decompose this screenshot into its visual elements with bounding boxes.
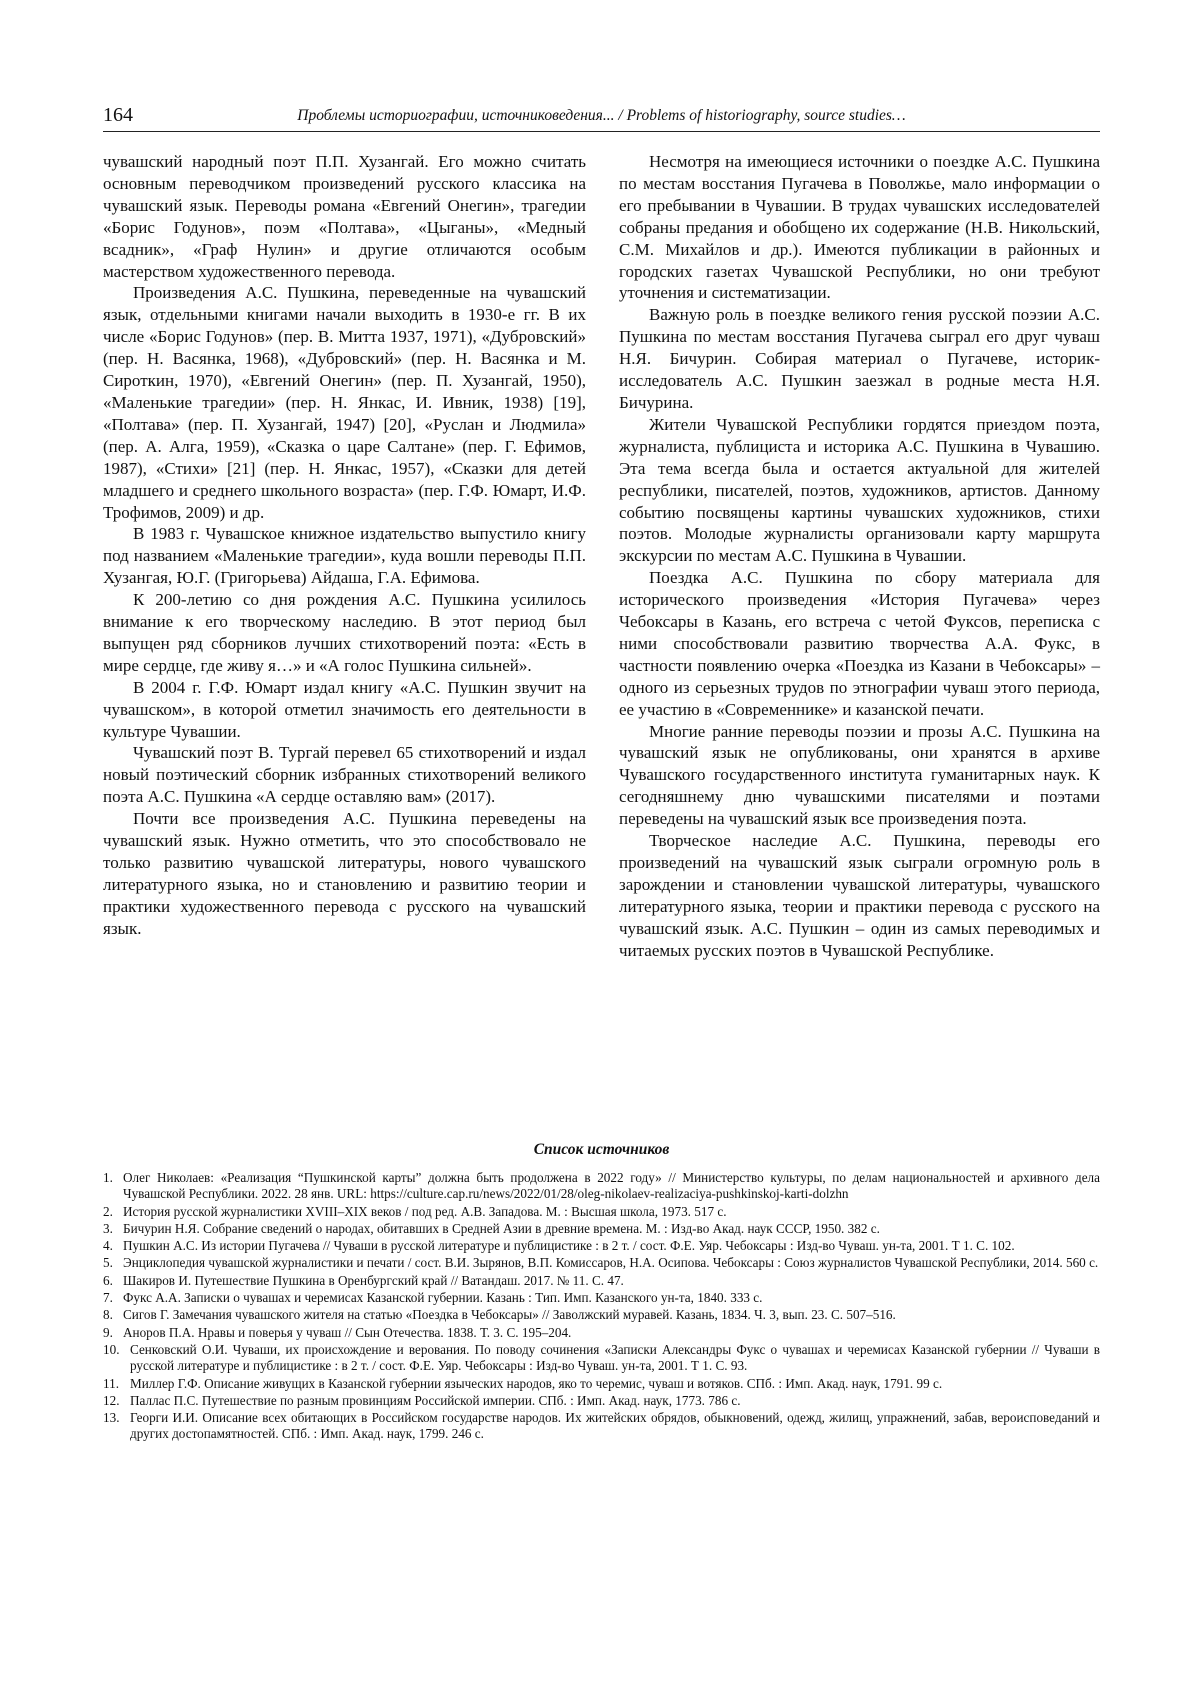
reference-item	[103, 1376, 1100, 1392]
reference-item	[103, 1204, 1100, 1220]
reference-number: 3.	[103, 1220, 113, 1236]
reference-number: 5.	[103, 1255, 113, 1271]
reference-text: История русской журналистики XVIII–XIX веков / под ред. А.В. Западова. М. : Высшая школа, 1973. 517 с.	[123, 1203, 727, 1219]
reference-number: 12.	[103, 1392, 120, 1408]
reference-number: 1.	[103, 1170, 113, 1185]
reference-number: 9.	[103, 1324, 113, 1340]
paragraph: Чувашский поэт В. Тургай перевел 65 стихотворений и издал новый поэтический сборник избранных стихотворений великого поэта А.С. Пушкина «А сердце оставляю вам» (2017).	[103, 743, 586, 807]
reference-item	[103, 1255, 1100, 1271]
paragraph: Творческое наследие А.С. Пушкина, переводы его произведений на чувашский язык сыграли огромную роль в зарождении и становлении чувашской литературы, чувашского литературного языка, теории и практики перевода с русского на чувашский язык. А.С. Пушкин – один из самых переводимых и читаемых русских поэтов в Чувашской Республике.	[619, 831, 1100, 960]
reference-text: Бичурин Н.Я. Собрание сведений о народах, обитавших в Средней Азии в древние времена. М. : Изд-во Акад. наук СССР, 1950. 382 с.	[123, 1220, 880, 1236]
reference-number: 8.	[103, 1307, 113, 1323]
reference-item	[103, 1393, 1100, 1409]
reference-number: 4.	[103, 1238, 113, 1254]
paragraph: Многие ранние переводы поэзии и прозы А.С. Пушкина на чувашский язык не опубликованы, они хранятся в архиве Чувашского государственного института гуманитарных наук. К сегодняшнему дню чувашскими писателями и поэтами переведены на чувашский язык все произведения поэта.	[619, 721, 1100, 829]
reference-item	[103, 1170, 1100, 1203]
reference-list	[103, 1170, 1100, 1444]
reference-item	[103, 1238, 1100, 1254]
right-column	[619, 151, 1100, 962]
reference-item	[103, 1410, 1100, 1443]
paragraph: Поездка А.С. Пушкина по сбору материала для исторического произведения «История Пугачева» через Чебоксары в Казань, его встреча с четой Фуксов, переписка с ними способствовали развитию творчества А.А. Фукс, в частности появлению очерка «Поездка из Казани в Чебоксары» – одного из серьезных трудов по этнографии чуваш этого периода, ее участию в «Современнике» и казанской печати.	[619, 568, 1100, 719]
reference-text: Сенковский О.И. Чуваши, их происхождение и верования. По поводу сочинения «Записки Александры Фукс о чувашах и черемисах Казанской губернии // Чуваши в русской литературе и публицистике : в 2 т. / сост. Ф.Е. Уяр. Чебоксары : Изд-во Чуваш. ун-та, 2001. Т 1. С. 93.	[130, 1341, 1100, 1374]
paragraph: В 2004 г. Г.Ф. Юмарт издал книгу «А.С. Пушкин звучит на чувашском», в которой отметил значимость его деятельности в культуре Чувашии.	[103, 677, 586, 741]
reference-text: Олег Николаев: «Реализация “Пушкинской карты” должна быть продолжена в 2022 году» // Министерство культуры, по делам национальностей и архивного дела Чувашской Республики. 2022. 28 янв. URL: https://culture.cap.ru/news/2022/01/28/oleg-nikolaev-realizaciya-pushkinskoj-karti-dolzhn	[123, 1170, 1100, 1202]
reference-item	[103, 1221, 1100, 1237]
reference-text: Энциклопедия чувашской журналистики и печати / сост. В.И. Зырянов, В.П. Комиссаров, Н.А. Осипова. Чебоксары : Союз журналистов Чувашской Республики, 2014. 560 с.	[123, 1255, 1099, 1271]
reference-item	[103, 1273, 1100, 1289]
reference-text: Миллер Г.Ф. Описание живущих в Казанской губернии языческих народов, яко то черемис, чуваш и вотяков. СПб. : Имп. Акад. наук, 1791. 99 с.	[130, 1375, 943, 1391]
reference-number: 10.	[103, 1341, 120, 1357]
reference-text: Георги И.И. Описание всех обитающих в Российском государстве народов. Их житейских обрядов, обыкновений, одежд, жилищ, упражнений, забав, вероисповеданий и других достопамятностей. СПб. : Имп. Акад. наук, 1799. 246 с.	[130, 1410, 1100, 1442]
reference-text: Фукс А.А. Записки о чувашах и черемисах Казанской губернии. Казань : Тип. Имп. Казанского ун-та, 1840. 333 с.	[123, 1290, 763, 1306]
left-column	[103, 151, 586, 940]
reference-text: Аноров П.А. Нравы и поверья у чуваш // Сын Отечества. 1838. Т. 3. С. 195–204.	[123, 1324, 572, 1340]
reference-number: 7.	[103, 1290, 113, 1306]
reference-number: 2.	[103, 1203, 113, 1219]
sources-title: Список источников	[533, 1141, 670, 1158]
reference-text: Сигов Г. Замечания чувашского жителя на статью «Поездка в Чебоксары» // Заволжский муравей. Казань, 1834. Ч. 3, вып. 23. С. 507–516.	[123, 1307, 896, 1323]
paragraph: Почти все произведения А.С. Пушкина переведены на чувашский язык. Нужно отметить, что это способствовало не только развитию чувашской литературы, нового чувашского литературного языка, но и становлению и развитию теории и практики художественного перевода с русского на чувашский язык.	[103, 809, 586, 938]
reference-number: 13.	[103, 1410, 120, 1426]
reference-item	[103, 1307, 1100, 1323]
paragraph: В 1983 г. Чувашское книжное издательство выпустило книгу под названием «Маленькие трагедии», куда вошли переводы П.П. Хузангая, Ю.Г. (Григорьева) Айдаша, Г.А. Ефимова.	[103, 524, 586, 588]
reference-number: 11.	[103, 1375, 119, 1391]
running-title: Проблемы историографии, источниковедения... / Problems of historiography, source studies…	[297, 107, 906, 124]
page-header	[103, 104, 1100, 132]
reference-text: Шакиров И. Путешествие Пушкина в Оренбургский край // Ватандаш. 2017. № 11. С. 47.	[123, 1272, 624, 1288]
reference-item	[103, 1342, 1100, 1375]
reference-text: Пушкин А.С. Из истории Пугачева // Чуваши в русской литературе и публицистике : в 2 т. / сост. Ф.Е. Уяр. Чебоксары : Изд-во Чуваш. ун-та, 2001. Т 1. С. 102.	[123, 1238, 1015, 1254]
paragraph: чувашский народный поэт П.П. Хузангай. Его можно считать основным переводчиком произведений русского классика на чувашский язык. Переводы романа «Евгений Онегин», трагедии «Борис Годунов», поэм «Полтава», «Цыганы», «Медный всадник», «Граф Нулин» и другие отличаются особым мастерством художественного перевода.	[103, 152, 586, 281]
reference-item	[103, 1290, 1100, 1306]
reference-number: 6.	[103, 1272, 113, 1288]
reference-text: Паллас П.С. Путешествие по разным провинциям Российской империи. СПб. : Имп. Акад. наук, 1773. 786 с.	[130, 1392, 741, 1408]
paragraph: Важную роль в поездке великого гения русской поэзии А.С. Пушкина по местам восстания Пугачева сыграл его друг чуваш Н.Я. Бичурин. Собирая материал о Пугачеве, историк-исследователь А.С. Пушкин заезжал в родные места Н.Я. Бичурина.	[619, 305, 1100, 412]
paragraph: Несмотря на имеющиеся источники о поездке А.С. Пушкина по местам восстания Пугачева в Поволжье, мало информации о его пребывании в Чувашии. В трудах чувашских исследователей собраны предания и обобщено их содержание (Н.В. Никольский, С.М. Михайлов и др.). Имеются публикации в районных и городских газетах Чувашской Республики, но они требуют уточнения и систематизации.	[619, 152, 1100, 303]
paragraph: Произведения А.С. Пушкина, переведенные на чувашский язык, отдельными книгами начали выходить в 1930-е гг. В их числе «Борис Годунов» (пер. В. Митта 1937, 1971), «Дубровский» (пер. Н. Васянка, 1968), «Дубровский» (пер. Н. Васянка и М. Сироткин, 1970), «Евгений Онегин» (пер. П. Хузангай, 1950), «Маленькие трагедии» (пер. Н. Янкас, И. Ивник, 1938) [19], «Полтава» (пер. П. Хузангай, 1947) [20], «Руслан и Людмила» (пер. А. Алга, 1959), «Сказка о царе Салтане» (пер. Г. Ефимов, 1987), «Стихи» [21] (пер. Н. Янкас, 1957), «Сказки для детей младшего и среднего школьного возраста» (пер. Г.Ф. Юмарт, И.Ф. Трофимов, 2009) и др.	[103, 283, 586, 522]
reference-item	[103, 1325, 1100, 1341]
paragraph: К 200-летию со дня рождения А.С. Пушкина усилилось внимание к его творческому наследию. В этот период был выпущен ряд сборников лучших стихотворений поэта: «Есть в мире сердце, где живу я…» и «А голос Пушкина сильней».	[103, 590, 586, 675]
page-number: 164	[103, 104, 133, 126]
paragraph: Жители Чувашской Республики гордятся приездом поэта, журналиста, публициста и историка А.С. Пушкина в Чувашию. Эта тема всегда была и остается актуальной для жителей республики, писателей, поэтов, художников, артистов. Данному событию посвящены картины чувашских художников, стихи поэтов. Молодые журналисты организовали карту маршрута экскурсии по местам А.С. Пушкина в Чувашии.	[619, 414, 1100, 566]
